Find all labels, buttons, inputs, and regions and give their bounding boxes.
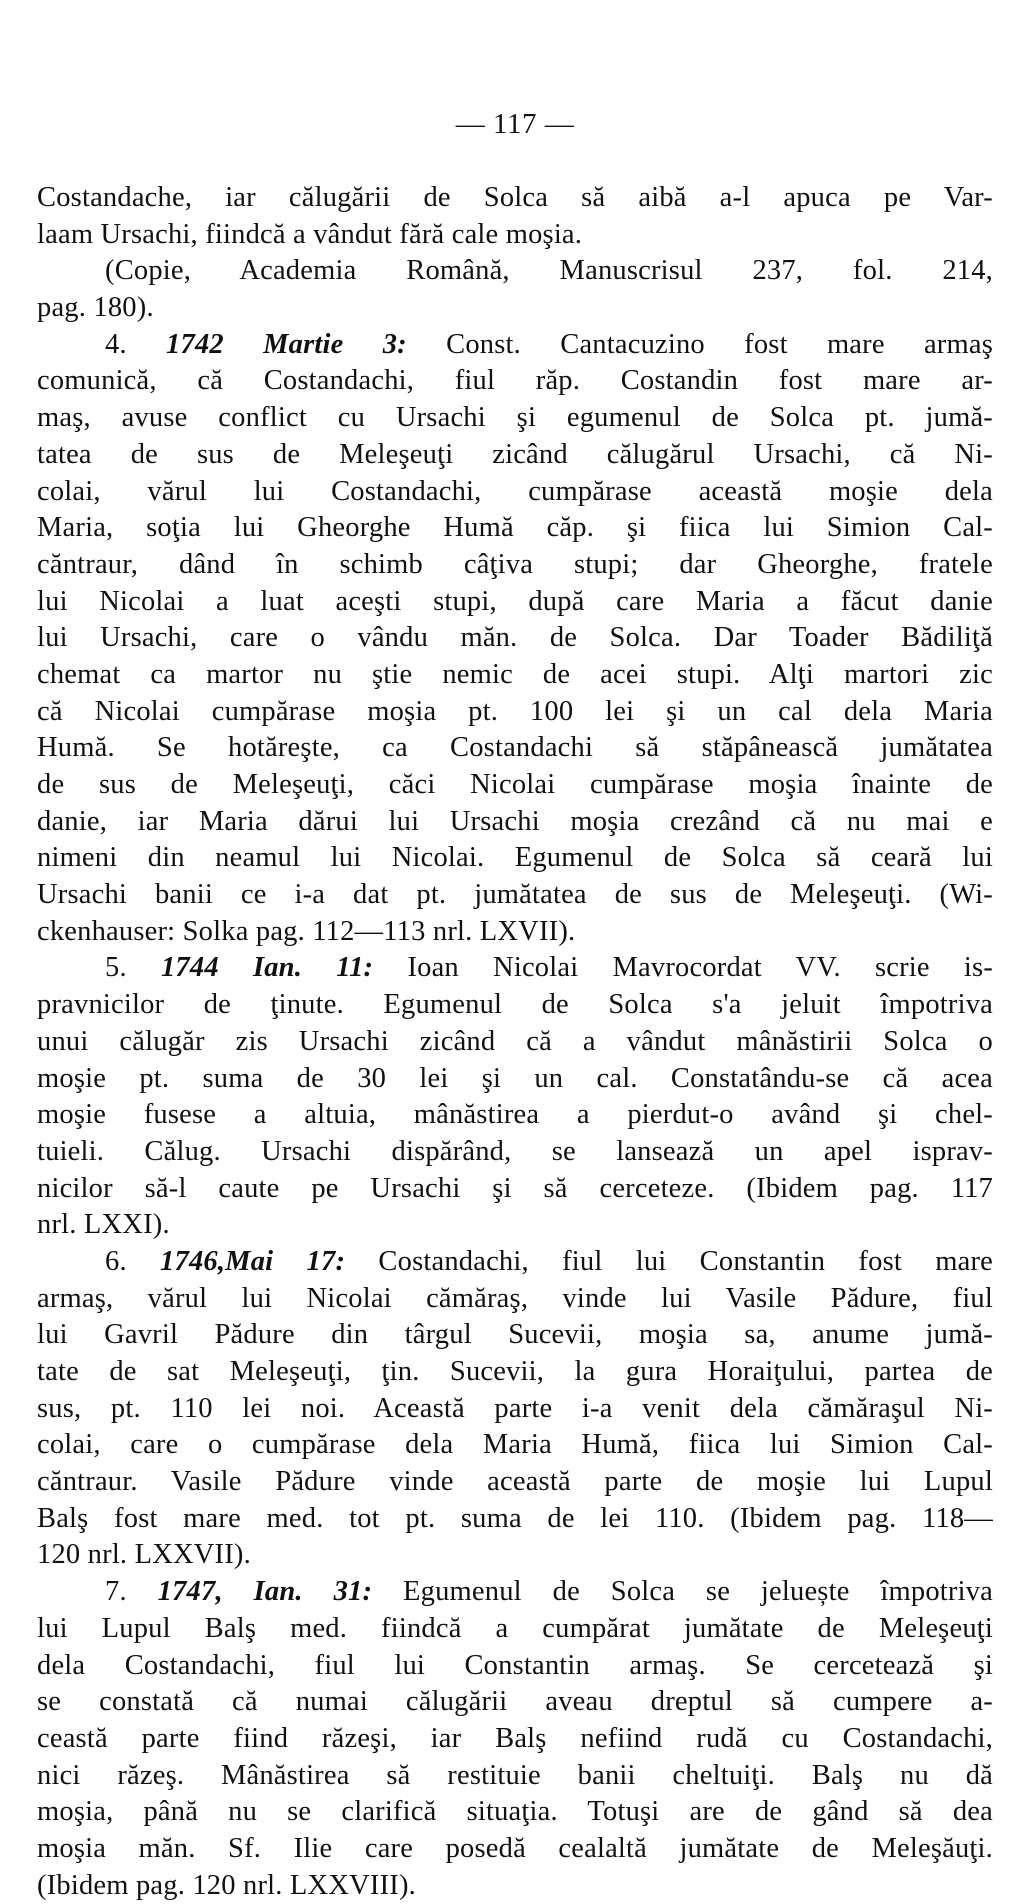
text-line: ckenhauser: Solka pag. 112—113 nrl. LXVII).	[37, 915, 576, 947]
entry-date: 1744 Ian. 11:	[160, 952, 374, 984]
text-line: comunică, că Costandachi, fiul răp. Costandin fost mare ar-	[37, 365, 993, 397]
paragraph-1	[37, 180, 993, 253]
text-line: colai, vărul lui Costandachi, cumpărase această moşie dela	[37, 475, 993, 507]
text-line: nici răzeş. Mânăstirea să restituie banii cheltuiţi. Balş nu dă	[37, 1759, 993, 1791]
entry-date: 1747, Ian. 31:	[157, 1576, 373, 1608]
text-line: că Nicolai cumpărase moşia pt. 100 lei şi un cal dela Maria	[37, 695, 993, 727]
entry-first-line	[37, 950, 993, 987]
entry-first-line	[37, 1244, 993, 1281]
entry-number: 6.	[105, 1245, 127, 1277]
entry-5	[37, 950, 993, 1244]
entry-first-line	[37, 327, 993, 364]
document-page	[37, 108, 993, 1904]
text-line: chemat ca martor nu ştie nemic de acei stupi. Alţi martori zic	[37, 658, 993, 690]
text-line: lui Ursachi, care o vându măn. de Solca. Dar Toader Bădiliţă	[37, 622, 993, 654]
page-number: — 117 —	[455, 108, 575, 140]
entry-6	[37, 1244, 993, 1574]
text-line: de sus de Meleşeuţi, căci Nicolai cumpărase moşia înainte de	[37, 769, 993, 800]
text-line: unui călugăr zis Ursachi zicând că a vândut mânăstirii Solca o	[37, 1025, 993, 1057]
text-line: tatea de sus de Meleşeuţi zicând călugărul Ursachi, că Ni-	[37, 438, 993, 470]
text-line: moşia, până nu se clarifică situaţia. Totuşi are de gând să dea	[37, 1796, 993, 1828]
text-line: Humă. Se hotăreşte, ca Costandachi să stăpânească jumătatea	[37, 732, 993, 764]
text-line: colai, care o cumpărase dela Maria Humă, fiica lui Simion Cal-	[37, 1429, 993, 1461]
text-line: sus, pt. 110 lei noi. Această parte i-a venit dela cămăraşul Ni-	[37, 1392, 993, 1424]
text-line: pravnicilor de ţinute. Egumenul de Solca s'a jeluit împotriva	[37, 989, 993, 1021]
text-line: Maria, soţia lui Gheorghe Humă căp. şi fiica lui Simion Cal-	[37, 512, 993, 544]
text-line: Balş fost mare med. tot pt. suma de lei 110. (Ibidem pag. 118—	[37, 1502, 993, 1534]
text-line: laam Ursachi, fiindcă a vândut fără cale moşia.	[37, 218, 583, 250]
text-line: 120 nrl. LXXVII).	[37, 1539, 251, 1571]
text-line: Ursachi banii ce i-a dat pt. jumătatea de sus de Meleşeuţi. (Wi-	[37, 879, 993, 911]
text-line: armaş, vărul lui Nicolai cămăraş, vinde lui Vasile Pădure, fiul	[37, 1282, 993, 1314]
text-line: căntraur, dând în schimb câţiva stupi; dar Gheorghe, fratele	[37, 548, 993, 580]
text-line: ceastă parte fiind răzeşi, iar Balş nefiind rudă cu Costandachi,	[37, 1722, 993, 1754]
text-line: (Copie, Academia Română, Manuscrisul 237, fol. 214,	[105, 255, 993, 287]
entry-7	[37, 1574, 993, 1904]
text-line: tate de sat Meleşeuţi, ţin. Sucevii, la gura Horaiţului, partea de	[37, 1356, 993, 1387]
text-line: lui Nicolai a luat aceşti stupi, după care Maria a făcut danie	[37, 585, 993, 617]
entry-number: 4.	[105, 328, 127, 360]
text-line: moşie pt. suma de 30 lei şi un cal. Constatându-se că acea	[37, 1062, 993, 1094]
paragraph-2	[37, 253, 993, 326]
text-line: Const. Cantacuzino fost mare armaş	[446, 328, 994, 360]
entry-date: 1742 Martie 3:	[166, 328, 407, 360]
text-line: danie, iar Maria dărui lui Ursachi moşia crezând că nu mai e	[37, 805, 993, 837]
entry-first-line	[37, 1574, 993, 1611]
text-line: Ioan Nicolai Mavrocordat VV. scrie is-	[407, 952, 994, 984]
text-line: pag. 180).	[37, 292, 154, 324]
entry-4	[37, 327, 993, 951]
text-line: lui Gavril Pădure din târgul Sucevii, moşia sa, anume jumă-	[37, 1319, 993, 1351]
text-line: Egumenul de Solca se jeluește împotriva	[403, 1576, 994, 1608]
text-line: maş, avuse conflict cu Ursachi şi egumenul de Solca pt. jumă-	[37, 402, 993, 434]
text-line: căntraur. Vasile Pădure vinde această parte de moşie lui Lupul	[37, 1466, 993, 1498]
text-line: moşie fusese a altuia, mânăstirea a pierdut-o având şi chel-	[37, 1099, 993, 1131]
text-line: (Ibidem pag. 120 nrl. LXXVIII).	[37, 1869, 416, 1901]
entry-number: 7.	[105, 1576, 127, 1608]
text-line: nimeni din neamul lui Nicolai. Egumenul de Solca să ceară lui	[37, 842, 993, 874]
entry-date: 1746,Mai 17:	[160, 1245, 346, 1277]
text-line: lui Lupul Balş med. fiindcă a cumpărat jumătate de Meleşeuţi	[37, 1612, 993, 1644]
text-line: Costandache, iar călugării de Solca să aibă a-l apuca pe Var-	[37, 182, 993, 213]
text-line: Costandachi, fiul lui Constantin fost mare	[378, 1245, 993, 1277]
text-line: dela Costandachi, fiul lui Constantin armaş. Se cercetează şi	[37, 1649, 993, 1681]
text-line: se constată că numai călugării aveau dreptul să cumpere a-	[37, 1686, 993, 1718]
text-line: nicilor să-l caute pe Ursachi şi să cerceteze. (Ibidem pag. 117	[37, 1172, 993, 1204]
text-line: nrl. LXXI).	[37, 1209, 170, 1241]
text-line: tuieli. Călug. Ursachi dispărând, se lansează un apel isprav-	[37, 1135, 993, 1167]
text-line: moşia măn. Sf. Ilie care posedă cealaltă jumătate de Meleşăuţi.	[37, 1832, 993, 1864]
entry-number: 5.	[105, 952, 127, 984]
